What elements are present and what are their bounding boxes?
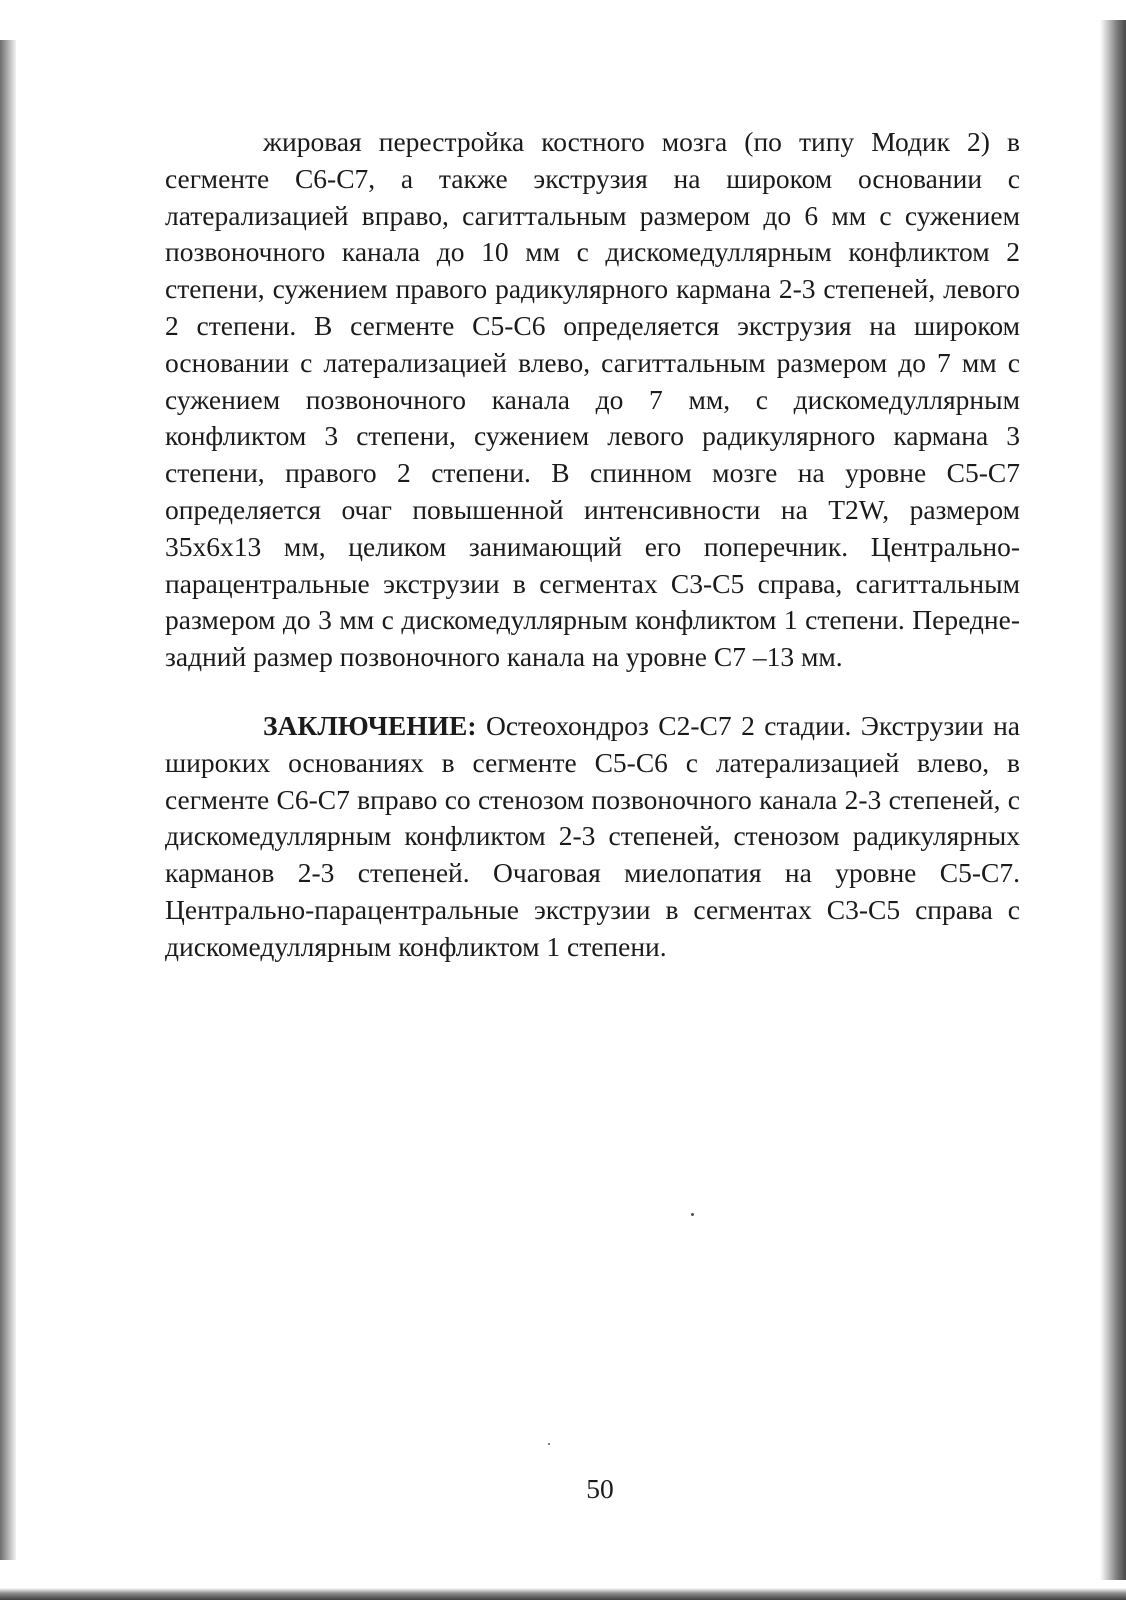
- scan-edge-bottom: [0, 1588, 1126, 1600]
- scan-speck: [691, 1213, 694, 1216]
- scan-edge-left: [0, 40, 16, 1560]
- scan-edge-right: [1100, 20, 1126, 1580]
- body-text: [165, 124, 1020, 966]
- findings-paragraph: жировая перестройка костного мозга (по типу Модик 2) в сегменте С6-С7, а также экструзия на широком основании с латерализацией вправо, сагиттальным размером до 6 мм с сужением позвоночного канала до 10 мм с дискомедуллярным конфликтом 2 степени, сужением правого радикулярного кармана 2-3 степеней, левого 2 степени. В сегменте С5-С6 определяется экструзия на широком основании с латерализацией влево, сагиттальным размером до 7 мм с сужением позвоночного канала до 7 мм, с дискомедуллярным конфликтом 3 степени, сужением левого радикулярного кармана 3 степени, правого 2 степени. В спинном мозге на уровне С5-С7 определяется очаг повышенной интенсивности на T2W, размером 35х6х13 мм, целиком занимающий его поперечник. Центрально-парацентральные экструзии в сегментах С3-С5 справа, сагиттальным размером до 3 мм с дискомедуллярным конфликтом 1 степени. Передне-задний размер позвоночного канала на уровне С7 –13 мм.: [165, 126, 1020, 673]
- page-number: 50: [586, 1473, 614, 1504]
- conclusion-paragraph: [165, 708, 1020, 966]
- scan-speck: [548, 1443, 550, 1445]
- conclusion-text: Остеохондроз С2-С7 2 стадии. Экструзии на широких основаниях в сегменте С5-С6 с латерализацией влево, в сегменте С6-С7 вправо со стенозом позвоночного канала 2-3 степеней, с дискомедуллярным конфликтом 2-3 степеней, стенозом радикулярных карманов 2-3 степеней. Очаговая миелопатия на уровне С5-С7. Центрально-парацентральные экструзии в сегментах С3-С5 справа с дискомедуллярным конфликтом 1 степени.: [165, 709, 1020, 962]
- conclusion-label: ЗАКЛЮЧЕНИЕ:: [263, 709, 477, 741]
